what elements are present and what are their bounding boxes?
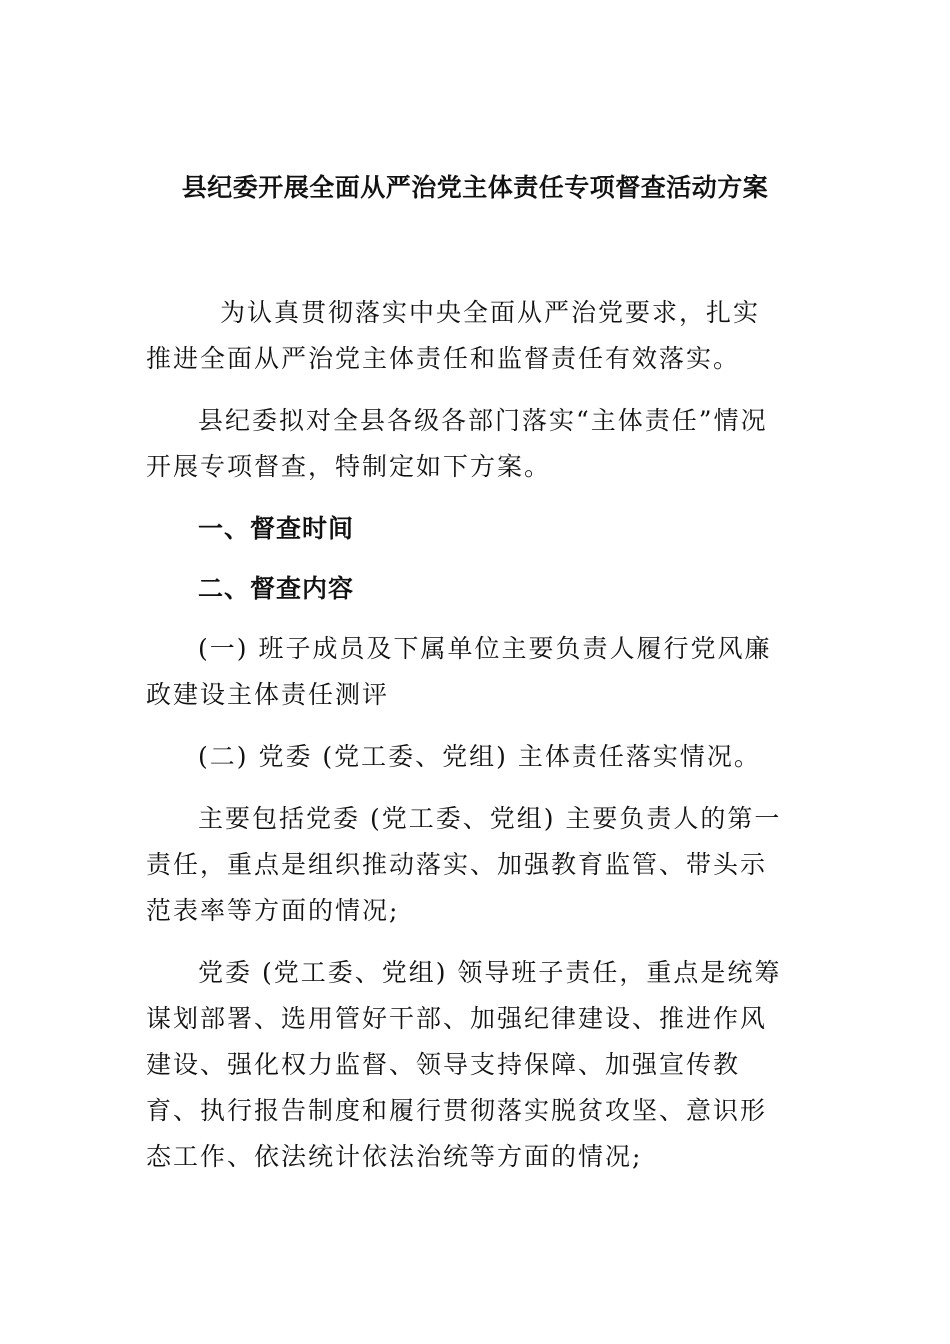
content-item-4: 党委 (党工委、党组) 领导班子责任，重点是统筹谋划部署、选用管好干部、加强纪律建设、推进作风建设、强化权力监督、领导支持保障、加强宣传教育、执行报告制度和履行贯彻落实脱贫攻坚、意识形态工作、依法统计依法治统等方面的情况;: [146, 958, 782, 1171]
document-title: 县纪委开展全面从严治党主体责任专项督查活动方案: [181, 173, 769, 202]
section-heading-content: 二、督查内容: [198, 574, 355, 603]
content-item-1: (一) 班子成员及下属单位主要负责人履行党风廉政建设主体责任测评: [146, 634, 772, 709]
content-item-2: (二) 党委 (党工委、党组) 主体责任落实情况。: [198, 742, 761, 771]
plan-paragraph: 县纪委拟对全县各级各部门落实“主体责任”情况开展专项督查，特制定如下方案。: [146, 406, 768, 481]
document-body: [146, 290, 786, 1180]
section-heading-time: 一、督查时间: [198, 514, 355, 543]
content-item-3: 主要包括党委 (党工委、党组) 主要负责人的第一责任，重点是组织推动落实、加强教育监管、带头示范表率等方面的情况;: [146, 804, 782, 925]
intro-paragraph: 为认真贯彻落实中央全面从严治党要求，扎实推进全面从严治党主体责任和监督责任有效落实。: [146, 298, 761, 373]
